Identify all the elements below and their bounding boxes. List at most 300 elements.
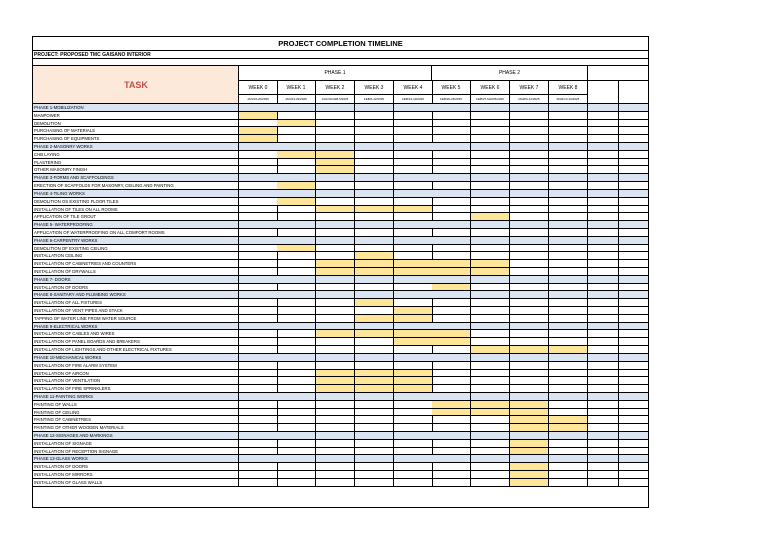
gantt-bar-cell (277, 120, 316, 128)
gantt-cell (432, 424, 471, 432)
extra-cell (619, 276, 648, 284)
gantt-bar-cell (394, 330, 433, 338)
gantt-cell (355, 338, 394, 346)
extra-cell (588, 291, 619, 299)
extra-cell (588, 245, 619, 253)
gantt-cell (355, 409, 394, 417)
extra-cell (588, 151, 619, 159)
extra-cell (619, 307, 648, 315)
gantt-cell (471, 159, 510, 167)
gantt-cell (471, 370, 510, 378)
gantt-cell (510, 370, 549, 378)
gantt-cell (471, 190, 510, 198)
gantt-cell (239, 143, 278, 151)
gantt-cell (432, 299, 471, 307)
gantt-cell (549, 221, 588, 229)
gantt-cell (239, 237, 278, 245)
gantt-cell (239, 268, 278, 276)
gantt-cell (394, 299, 433, 307)
gantt-cell (471, 291, 510, 299)
extra-cell (619, 338, 648, 346)
gantt-cell (277, 159, 316, 167)
gantt-cell (316, 424, 355, 432)
week-dates: MAR/6-12/2025 (510, 95, 549, 104)
gantt-cell (510, 362, 549, 370)
gantt-bar-cell (510, 479, 549, 487)
gantt-cell (510, 174, 549, 182)
gantt-cell (549, 409, 588, 417)
gantt-cell (471, 393, 510, 401)
extra-cell (588, 401, 619, 409)
week-label: WEEK 6 (471, 81, 510, 95)
gantt-bar-cell (432, 338, 471, 346)
gantt-cell (316, 448, 355, 456)
gantt-cell (510, 120, 549, 128)
gantt-cell (549, 174, 588, 182)
gantt-cell (510, 190, 549, 198)
gantt-cell (510, 182, 549, 190)
gantt-cell (510, 221, 549, 229)
gantt-cell (549, 260, 588, 268)
gantt-cell (510, 143, 549, 151)
gantt-cell (355, 229, 394, 237)
gantt-cell (394, 346, 433, 354)
gantt-cell (394, 432, 433, 440)
project-name: PROJECT: PROPOSED TMC GAISANO INTERIOR (33, 51, 648, 59)
gantt-cell (394, 284, 433, 292)
gantt-cell (549, 338, 588, 346)
task-row-label: PURCHASING OF MATERIALS (33, 127, 239, 135)
gantt-cell (432, 416, 471, 424)
gantt-cell (394, 221, 433, 229)
extra-cell (619, 471, 648, 479)
phase-row-label: PHASE 12-SIGNAGES AND MARKINGS (33, 432, 239, 440)
phase-row-label: PHASE 11-PAINTING WORKS (33, 393, 239, 401)
gantt-cell (471, 198, 510, 206)
gantt-cell (510, 432, 549, 440)
gantt-cell (510, 213, 549, 221)
gantt-bar-cell (510, 416, 549, 424)
task-row-label: INSTALLATION OF LIGHTINGS AND OTHER ELECTRICAL FIXTURES (33, 346, 239, 354)
gantt-cell (355, 213, 394, 221)
gantt-cell (239, 370, 278, 378)
gantt-bar-cell (355, 252, 394, 260)
extra-cell (588, 362, 619, 370)
extra-cell (588, 424, 619, 432)
gantt-cell (239, 166, 278, 174)
gantt-cell (432, 291, 471, 299)
task-row-label: INSTALLATION OF RECEPTION SIGNAGE (33, 448, 239, 456)
gantt-cell (432, 370, 471, 378)
gantt-bar-cell (510, 448, 549, 456)
extra-cell (619, 440, 648, 448)
gantt-cell (432, 198, 471, 206)
gantt-cell (549, 166, 588, 174)
gantt-bar-cell (355, 315, 394, 323)
week-dates: JAN/16-20/2025 (239, 95, 278, 104)
gantt-bar-cell (471, 409, 510, 417)
week-dates: MAR/13-19/2025 (549, 95, 588, 104)
extra-cell (619, 143, 648, 151)
gantt-cell (239, 221, 278, 229)
gantt-cell (394, 151, 433, 159)
extra-cell (619, 151, 648, 159)
gantt-cell (239, 479, 278, 487)
gantt-cell (316, 221, 355, 229)
gantt-cell (549, 440, 588, 448)
gantt-cell (355, 166, 394, 174)
gantt-cell (432, 385, 471, 393)
gantt-cell (394, 127, 433, 135)
gantt-bar-cell (239, 112, 278, 120)
extra-cell (619, 198, 648, 206)
gantt-cell (549, 315, 588, 323)
gantt-cell (355, 455, 394, 463)
gantt-cell (277, 268, 316, 276)
gantt-cell (355, 354, 394, 362)
gantt-bar-cell (355, 385, 394, 393)
task-row-label: INSTALLATION OF MIRRORS (33, 471, 239, 479)
week-label: WEEK 8 (549, 81, 588, 95)
phase-2-header: PHASE 2 (432, 66, 588, 81)
week-dates: JAN/30-FEB 5/2025 (316, 95, 355, 104)
gantt-cell (277, 323, 316, 331)
extra-cell (588, 127, 619, 135)
gantt-cell (471, 354, 510, 362)
gantt-cell (355, 245, 394, 253)
gantt-cell (549, 213, 588, 221)
gantt-bar-cell (471, 213, 510, 221)
week-label: WEEK 3 (355, 81, 394, 95)
extra-cell (619, 424, 648, 432)
extra-cell (588, 338, 619, 346)
extra-cell (619, 260, 648, 268)
gantt-cell (432, 245, 471, 253)
gantt-cell (471, 221, 510, 229)
gantt-cell (549, 354, 588, 362)
extra-cell (619, 448, 648, 456)
gantt-cell (355, 291, 394, 299)
gantt-cell (277, 104, 316, 112)
task-row-label: INSTALLATION OF FIRE SPRINKLERS (33, 385, 239, 393)
gantt-cell (471, 120, 510, 128)
gantt-cell (394, 159, 433, 167)
task-row-label: PAINTING OF CEILING (33, 409, 239, 417)
gantt-cell (316, 338, 355, 346)
gantt-cell (394, 276, 433, 284)
gantt-bar-cell (239, 127, 278, 135)
gantt-bar-cell (394, 260, 433, 268)
gantt-bar-cell (394, 307, 433, 315)
phase-row-label: PHASE 3-FORMS AND SCAFFOLDINGS (33, 174, 239, 182)
gantt-cell (239, 104, 278, 112)
week-label: WEEK 7 (510, 81, 549, 95)
gantt-cell (549, 307, 588, 315)
gantt-cell (510, 393, 549, 401)
gantt-cell (355, 104, 394, 112)
gantt-cell (355, 346, 394, 354)
phase-row-label: PHASE 4-TILING WORKS (33, 190, 239, 198)
week-label: WEEK 5 (432, 81, 471, 95)
extra-cell (619, 237, 648, 245)
gantt-cell (355, 307, 394, 315)
phase-row-label: PHASE 10-MECHANICAL WORKS (33, 354, 239, 362)
phase-row-label: PHASE 9-ELECTRICAL WORKS (33, 323, 239, 331)
extra-cell (588, 213, 619, 221)
gantt-cell (239, 307, 278, 315)
gantt-cell (471, 299, 510, 307)
gantt-cell (316, 198, 355, 206)
extra-cell (588, 448, 619, 456)
task-row-label: APPLICATION OF TILE GROUT (33, 213, 239, 221)
week-label: WEEK 2 (316, 81, 355, 95)
extra-cell (619, 213, 648, 221)
gantt-cell (394, 354, 433, 362)
gantt-cell (549, 182, 588, 190)
gantt-cell (239, 330, 278, 338)
gantt-cell (510, 159, 549, 167)
gantt-cell (239, 260, 278, 268)
gantt-cell (316, 346, 355, 354)
extra-cell (619, 174, 648, 182)
gantt-cell (471, 323, 510, 331)
gantt-cell (510, 455, 549, 463)
extra-cell (619, 166, 648, 174)
gantt-bar-cell (510, 471, 549, 479)
gantt-cell (549, 229, 588, 237)
extra-cell (588, 315, 619, 323)
gantt-cell (316, 143, 355, 151)
gantt-cell (355, 120, 394, 128)
gantt-cell (239, 409, 278, 417)
gantt-cell (355, 440, 394, 448)
gantt-cell (432, 440, 471, 448)
gantt-cell (394, 190, 433, 198)
extra-cell (619, 284, 648, 292)
extra-cell (619, 268, 648, 276)
timeline-sheet (32, 36, 649, 508)
week-dates: FEB/13-19/2025 (394, 95, 433, 104)
extra-cell (588, 323, 619, 331)
extra-cell (619, 159, 648, 167)
gantt-cell (394, 120, 433, 128)
gantt-cell (510, 135, 549, 143)
extra-cell (619, 221, 648, 229)
gantt-cell (355, 432, 394, 440)
phase-row-label: PHASE 6-CARPENTRY WORKS (33, 237, 239, 245)
gantt-cell (471, 229, 510, 237)
gantt-cell (239, 377, 278, 385)
extra-cell (588, 229, 619, 237)
gantt-cell (394, 471, 433, 479)
gantt-cell (432, 206, 471, 214)
gantt-cell (549, 291, 588, 299)
gantt-bar-cell (277, 245, 316, 253)
gantt-cell (239, 245, 278, 253)
gantt-bar-cell (355, 377, 394, 385)
extra-cell (619, 463, 648, 471)
extra-cell (619, 315, 648, 323)
gantt-cell (316, 112, 355, 120)
gantt-cell (316, 291, 355, 299)
extra-cell (588, 252, 619, 260)
week-label: WEEK 1 (277, 81, 316, 95)
gantt-cell (432, 221, 471, 229)
gantt-cell (355, 401, 394, 409)
gantt-cell (394, 182, 433, 190)
gantt-cell (432, 159, 471, 167)
gantt-cell (316, 393, 355, 401)
gantt-cell (510, 151, 549, 159)
gantt-cell (239, 182, 278, 190)
gantt-cell (432, 112, 471, 120)
gantt-cell (549, 299, 588, 307)
gantt-cell (277, 112, 316, 120)
gantt-cell (355, 424, 394, 432)
extra-cell (619, 135, 648, 143)
gantt-cell (432, 190, 471, 198)
gantt-cell (432, 463, 471, 471)
gantt-cell (277, 135, 316, 143)
gantt-cell (549, 127, 588, 135)
gantt-cell (277, 362, 316, 370)
gantt-cell (277, 260, 316, 268)
gantt-cell (355, 362, 394, 370)
gantt-cell (316, 479, 355, 487)
gantt-cell (549, 276, 588, 284)
gantt-cell (432, 346, 471, 354)
task-row-label: MANPOWER (33, 112, 239, 120)
gantt-cell (471, 471, 510, 479)
gantt-cell (432, 237, 471, 245)
gantt-cell (549, 362, 588, 370)
gantt-cell (394, 174, 433, 182)
phase-row-label: PHASE 2-MASONRY WORKS (33, 143, 239, 151)
task-row-label: INSTALLATION OF VENTILATION (33, 377, 239, 385)
gantt-bar-cell (432, 268, 471, 276)
task-row-label: INSTALLATION OF VENT PIPES AND STACK (33, 307, 239, 315)
gantt-cell (239, 448, 278, 456)
extra-cell (588, 206, 619, 214)
gantt-cell (239, 276, 278, 284)
gantt-cell (277, 315, 316, 323)
gantt-cell (549, 479, 588, 487)
gantt-cell (316, 213, 355, 221)
gantt-cell (355, 416, 394, 424)
extra-cell (588, 268, 619, 276)
gantt-bar-cell (549, 424, 588, 432)
task-row-label: APPLICATION OF WATERPROOFING ON ALL COMFORT ROOMS (33, 229, 239, 237)
gantt-bar-cell (277, 198, 316, 206)
gantt-cell (239, 346, 278, 354)
gantt-bar-cell (355, 299, 394, 307)
gantt-cell (549, 151, 588, 159)
extra-cell (619, 416, 648, 424)
gantt-bar-cell (316, 151, 355, 159)
phase-1-header: PHASE 1 (239, 66, 432, 81)
gantt-cell (277, 221, 316, 229)
gantt-cell (471, 440, 510, 448)
gantt-cell (471, 276, 510, 284)
gantt-cell (471, 432, 510, 440)
extra-cell (619, 346, 648, 354)
gantt-cell (471, 338, 510, 346)
extra-cell (588, 479, 619, 487)
gantt-cell (549, 268, 588, 276)
gantt-cell (471, 127, 510, 135)
extra-column-header (588, 81, 619, 104)
gantt-cell (355, 198, 394, 206)
gantt-cell (471, 143, 510, 151)
extra-cell (619, 252, 648, 260)
gantt-bar-cell (316, 159, 355, 167)
gantt-cell (471, 315, 510, 323)
gantt-cell (510, 276, 549, 284)
gantt-cell (239, 440, 278, 448)
gantt-cell (394, 323, 433, 331)
week-dates: JAN/23-29/2025 (277, 95, 316, 104)
task-row-label: INSTALLATION OF CABLES AND WIRES (33, 330, 239, 338)
gantt-cell (549, 252, 588, 260)
task-row-label: INSTALLATION OF SIGNAGE (33, 440, 239, 448)
gantt-cell (510, 166, 549, 174)
gantt-cell (239, 471, 278, 479)
gantt-bar-cell (510, 463, 549, 471)
gantt-cell (277, 330, 316, 338)
gantt-cell (277, 377, 316, 385)
gantt-cell (277, 276, 316, 284)
gantt-cell (432, 166, 471, 174)
gantt-cell (355, 174, 394, 182)
week-label: WEEK 0 (239, 81, 278, 95)
gantt-cell (471, 151, 510, 159)
extra-cell (619, 127, 648, 135)
extra-cell (619, 401, 648, 409)
gantt-bar-cell (316, 377, 355, 385)
gantt-cell (471, 245, 510, 253)
gantt-cell (316, 120, 355, 128)
gantt-cell (549, 112, 588, 120)
gantt-cell (549, 159, 588, 167)
extra-cell (588, 377, 619, 385)
gantt-cell (432, 276, 471, 284)
gantt-bar-cell (355, 330, 394, 338)
gantt-cell (549, 330, 588, 338)
gantt-cell (510, 260, 549, 268)
gantt-cell (394, 291, 433, 299)
gantt-cell (510, 330, 549, 338)
task-row-label: CHB LAYING (33, 151, 239, 159)
gantt-cell (355, 463, 394, 471)
gantt-cell (277, 307, 316, 315)
gantt-cell (355, 448, 394, 456)
gantt-cell (549, 237, 588, 245)
gantt-cell (316, 440, 355, 448)
gantt-cell (471, 206, 510, 214)
extra-cell (588, 284, 619, 292)
task-row-label: PLASTERING (33, 159, 239, 167)
gantt-cell (355, 237, 394, 245)
extra-cell (619, 206, 648, 214)
gantt-cell (394, 198, 433, 206)
gantt-cell (316, 127, 355, 135)
gantt-cell (471, 174, 510, 182)
gantt-cell (510, 198, 549, 206)
extra-cell (588, 166, 619, 174)
gantt-bar-cell (355, 260, 394, 268)
gantt-cell (432, 135, 471, 143)
extra-cell (588, 221, 619, 229)
